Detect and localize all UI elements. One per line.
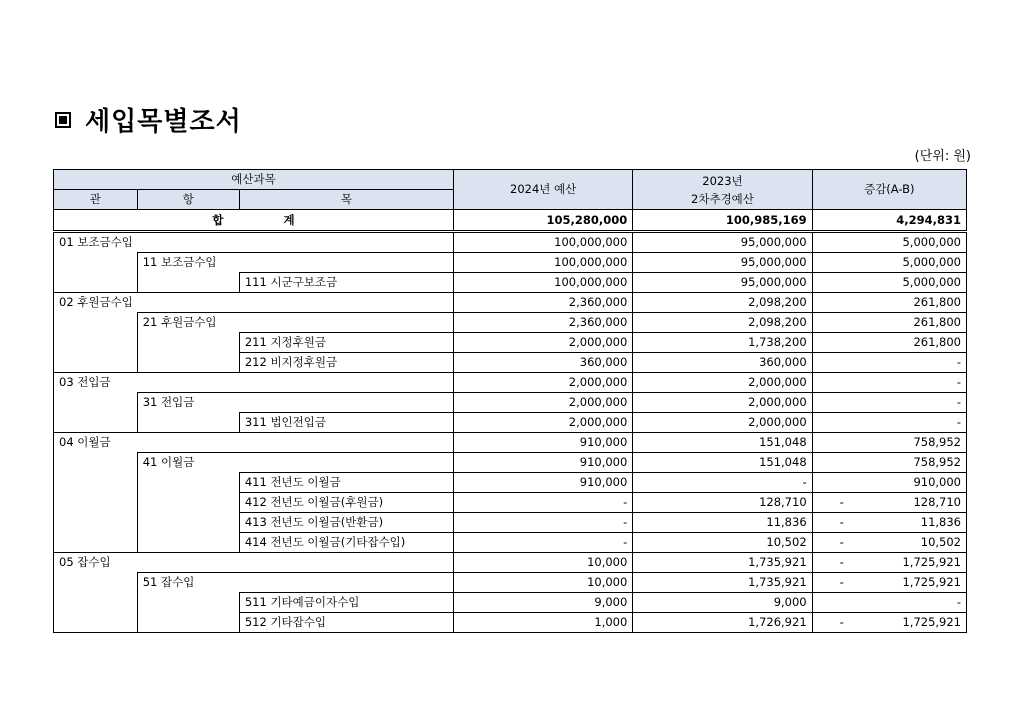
- value-2023: 1,726,921: [633, 613, 812, 633]
- value-2024: 910,000: [453, 433, 632, 453]
- value-diff: [812, 353, 966, 373]
- hang-spacer: [137, 593, 239, 613]
- value-diff: [812, 373, 966, 393]
- value-diff: [812, 613, 966, 633]
- diff-amount: 261,800: [913, 295, 961, 309]
- diff-amount: 758,952: [913, 455, 961, 469]
- mok-label: 413 전년도 이월금(반환금): [239, 513, 453, 533]
- table-row: [54, 573, 967, 593]
- value-2024: 1,000: [453, 613, 632, 633]
- value-2024: 9,000: [453, 593, 632, 613]
- gwan-spacer: [54, 253, 138, 273]
- value-2023: 10,502: [633, 533, 812, 553]
- table-row: [54, 613, 967, 633]
- value-diff: [812, 253, 966, 273]
- hang-label: 11 보조금수입: [137, 253, 453, 273]
- value-2024: 100,000,000: [453, 273, 632, 293]
- diff-amount: 261,800: [913, 335, 961, 349]
- diff-amount: 910,000: [913, 475, 961, 489]
- total-label-b: 계: [283, 212, 295, 227]
- gwan-spacer: [54, 613, 138, 633]
- value-2024: 100,000,000: [453, 253, 632, 273]
- value-diff: [812, 593, 966, 613]
- value-2024: 910,000: [453, 453, 632, 473]
- gwan-spacer: [54, 573, 138, 593]
- mok-label: 211 지정후원금: [239, 333, 453, 353]
- value-2024: 2,000,000: [453, 393, 632, 413]
- value-2023: 1,735,921: [633, 553, 812, 573]
- hang-label: 51 잡수입: [137, 573, 453, 593]
- negative-sign: -: [839, 535, 844, 549]
- diff-amount: 10,502: [920, 535, 961, 549]
- gwan-spacer: [54, 333, 138, 353]
- table-row: [54, 513, 967, 533]
- table-row: [54, 493, 967, 513]
- gwan-spacer: [54, 453, 138, 473]
- value-2024: 2,360,000: [453, 313, 632, 333]
- hang-label: 41 이월금: [137, 453, 453, 473]
- hang-spacer: [137, 273, 239, 293]
- negative-sign: -: [839, 515, 844, 529]
- gwan-spacer: [54, 593, 138, 613]
- diff-amount: -: [956, 395, 961, 409]
- total-2024: 105,280,000: [453, 210, 632, 232]
- value-2023: 2,098,200: [633, 293, 812, 313]
- mok-label: 111 시군구보조금: [239, 273, 453, 293]
- mok-label: 212 비지정후원금: [239, 353, 453, 373]
- value-2023: -: [633, 473, 812, 493]
- value-diff: [812, 333, 966, 353]
- value-2023: 11,836: [633, 513, 812, 533]
- value-diff: [812, 553, 966, 573]
- value-diff: [812, 493, 966, 513]
- header-2023-line1: 2023년: [702, 173, 743, 188]
- diff-amount: -: [956, 415, 961, 429]
- mok-label: 414 전년도 이월금(기타잡수입): [239, 533, 453, 553]
- mok-label: 411 전년도 이월금: [239, 473, 453, 493]
- hang-spacer: [137, 533, 239, 553]
- gwan-label: 01 보조금수입: [54, 232, 454, 253]
- value-2024: 10,000: [453, 553, 632, 573]
- header-hang: 항: [137, 190, 239, 210]
- table-row: [54, 393, 967, 413]
- value-2023: 95,000,000: [633, 273, 812, 293]
- value-diff: [812, 232, 966, 253]
- table-row: [54, 593, 967, 613]
- value-diff: [812, 413, 966, 433]
- hang-label: 21 후원금수입: [137, 313, 453, 333]
- value-diff: [812, 293, 966, 313]
- gwan-spacer: [54, 393, 138, 413]
- table-row: [54, 232, 967, 253]
- diff-amount: 1,725,921: [902, 555, 961, 569]
- diff-amount: 1,725,921: [902, 615, 961, 629]
- total-label: [54, 210, 454, 232]
- value-2023: 1,738,200: [633, 333, 812, 353]
- value-diff: [812, 273, 966, 293]
- negative-sign: -: [839, 615, 844, 629]
- hang-spacer: [137, 613, 239, 633]
- gwan-spacer: [54, 493, 138, 513]
- diff-amount: 11,836: [920, 515, 961, 529]
- table-row: [54, 373, 967, 393]
- header-mok: 목: [239, 190, 453, 210]
- table-row: [54, 253, 967, 273]
- value-diff: [812, 433, 966, 453]
- value-2023: 151,048: [633, 433, 812, 453]
- table-row: [54, 533, 967, 553]
- value-2024: 2,000,000: [453, 373, 632, 393]
- table-row: [54, 333, 967, 353]
- gwan-spacer: [54, 353, 138, 373]
- hang-spacer: [137, 493, 239, 513]
- total-2023: 100,985,169: [633, 210, 812, 232]
- header-2024-budget: 2024년 예산: [453, 170, 632, 210]
- mok-label: 311 법인전입금: [239, 413, 453, 433]
- square-bullet-icon: [55, 112, 71, 128]
- value-2023: 2,000,000: [633, 413, 812, 433]
- hang-spacer: [137, 333, 239, 353]
- value-2024: 10,000: [453, 573, 632, 593]
- negative-sign: -: [839, 555, 844, 569]
- mok-label: 511 기타예금이자수입: [239, 593, 453, 613]
- gwan-label: 04 이월금: [54, 433, 454, 453]
- gwan-label: 03 전입금: [54, 373, 454, 393]
- gwan-spacer: [54, 513, 138, 533]
- revenue-table: [53, 169, 967, 633]
- total-label-a: 합: [212, 212, 224, 227]
- value-2024: 910,000: [453, 473, 632, 493]
- value-diff: [812, 473, 966, 493]
- value-2023: 2,098,200: [633, 313, 812, 333]
- value-2024: 2,000,000: [453, 413, 632, 433]
- mok-label: 412 전년도 이월금(후원금): [239, 493, 453, 513]
- value-2024: -: [453, 533, 632, 553]
- gwan-spacer: [54, 273, 138, 293]
- value-diff: [812, 313, 966, 333]
- diff-amount: 5,000,000: [902, 255, 961, 269]
- diff-amount: 5,000,000: [902, 275, 961, 289]
- table-row: [54, 553, 967, 573]
- value-2023: 9,000: [633, 593, 812, 613]
- hang-spacer: [137, 413, 239, 433]
- diff-amount: -: [956, 355, 961, 369]
- header-2023-line2: 2차추경예산: [691, 191, 754, 206]
- diff-amount: -: [956, 595, 961, 609]
- gwan-spacer: [54, 473, 138, 493]
- diff-amount: -: [956, 375, 961, 389]
- gwan-spacer: [54, 533, 138, 553]
- gwan-label: 05 잡수입: [54, 553, 454, 573]
- value-2023: 360,000: [633, 353, 812, 373]
- table-row: [54, 293, 967, 313]
- value-2023: 2,000,000: [633, 373, 812, 393]
- gwan-label: 02 후원금수입: [54, 293, 454, 313]
- unit-label: (단위: 원): [914, 149, 971, 164]
- hang-spacer: [137, 513, 239, 533]
- value-2024: 360,000: [453, 353, 632, 373]
- table-row: [54, 433, 967, 453]
- hang-label: 31 전입금: [137, 393, 453, 413]
- value-2024: -: [453, 493, 632, 513]
- diff-amount: 5,000,000: [902, 235, 961, 249]
- value-2024: 100,000,000: [453, 232, 632, 253]
- negative-sign: -: [839, 495, 844, 509]
- gwan-spacer: [54, 413, 138, 433]
- header-difference: 증감(A-B): [812, 170, 966, 210]
- table-row: [54, 453, 967, 473]
- hang-spacer: [137, 353, 239, 373]
- hang-spacer: [137, 473, 239, 493]
- diff-amount: 261,800: [913, 315, 961, 329]
- value-2024: 2,360,000: [453, 293, 632, 313]
- value-2024: -: [453, 513, 632, 533]
- table-row: [54, 473, 967, 493]
- table-row: [54, 273, 967, 293]
- total-diff: 4,294,831: [812, 210, 966, 232]
- value-diff: [812, 533, 966, 553]
- value-2023: 128,710: [633, 493, 812, 513]
- value-diff: [812, 573, 966, 593]
- title-text: 세입목별조서: [85, 107, 242, 137]
- value-2023: 151,048: [633, 453, 812, 473]
- value-diff: [812, 393, 966, 413]
- negative-sign: -: [839, 575, 844, 589]
- value-diff: [812, 453, 966, 473]
- header-2023-budget: [633, 170, 812, 210]
- value-2023: 95,000,000: [633, 232, 812, 253]
- diff-amount: 128,710: [913, 495, 961, 509]
- mok-label: 512 기타잡수입: [239, 613, 453, 633]
- value-2023: 1,735,921: [633, 573, 812, 593]
- header-budget-subject: 예산과목: [54, 170, 454, 190]
- table-row: [54, 413, 967, 433]
- gwan-spacer: [54, 313, 138, 333]
- total-row: [54, 210, 967, 232]
- table-row: [54, 353, 967, 373]
- header-gwan: 관: [54, 190, 138, 210]
- value-2024: 2,000,000: [453, 333, 632, 353]
- table-row: [54, 313, 967, 333]
- value-diff: [812, 513, 966, 533]
- diff-amount: 758,952: [913, 435, 961, 449]
- diff-amount: 1,725,921: [902, 575, 961, 589]
- value-2023: 95,000,000: [633, 253, 812, 273]
- value-2023: 2,000,000: [633, 393, 812, 413]
- document-title: [55, 101, 242, 138]
